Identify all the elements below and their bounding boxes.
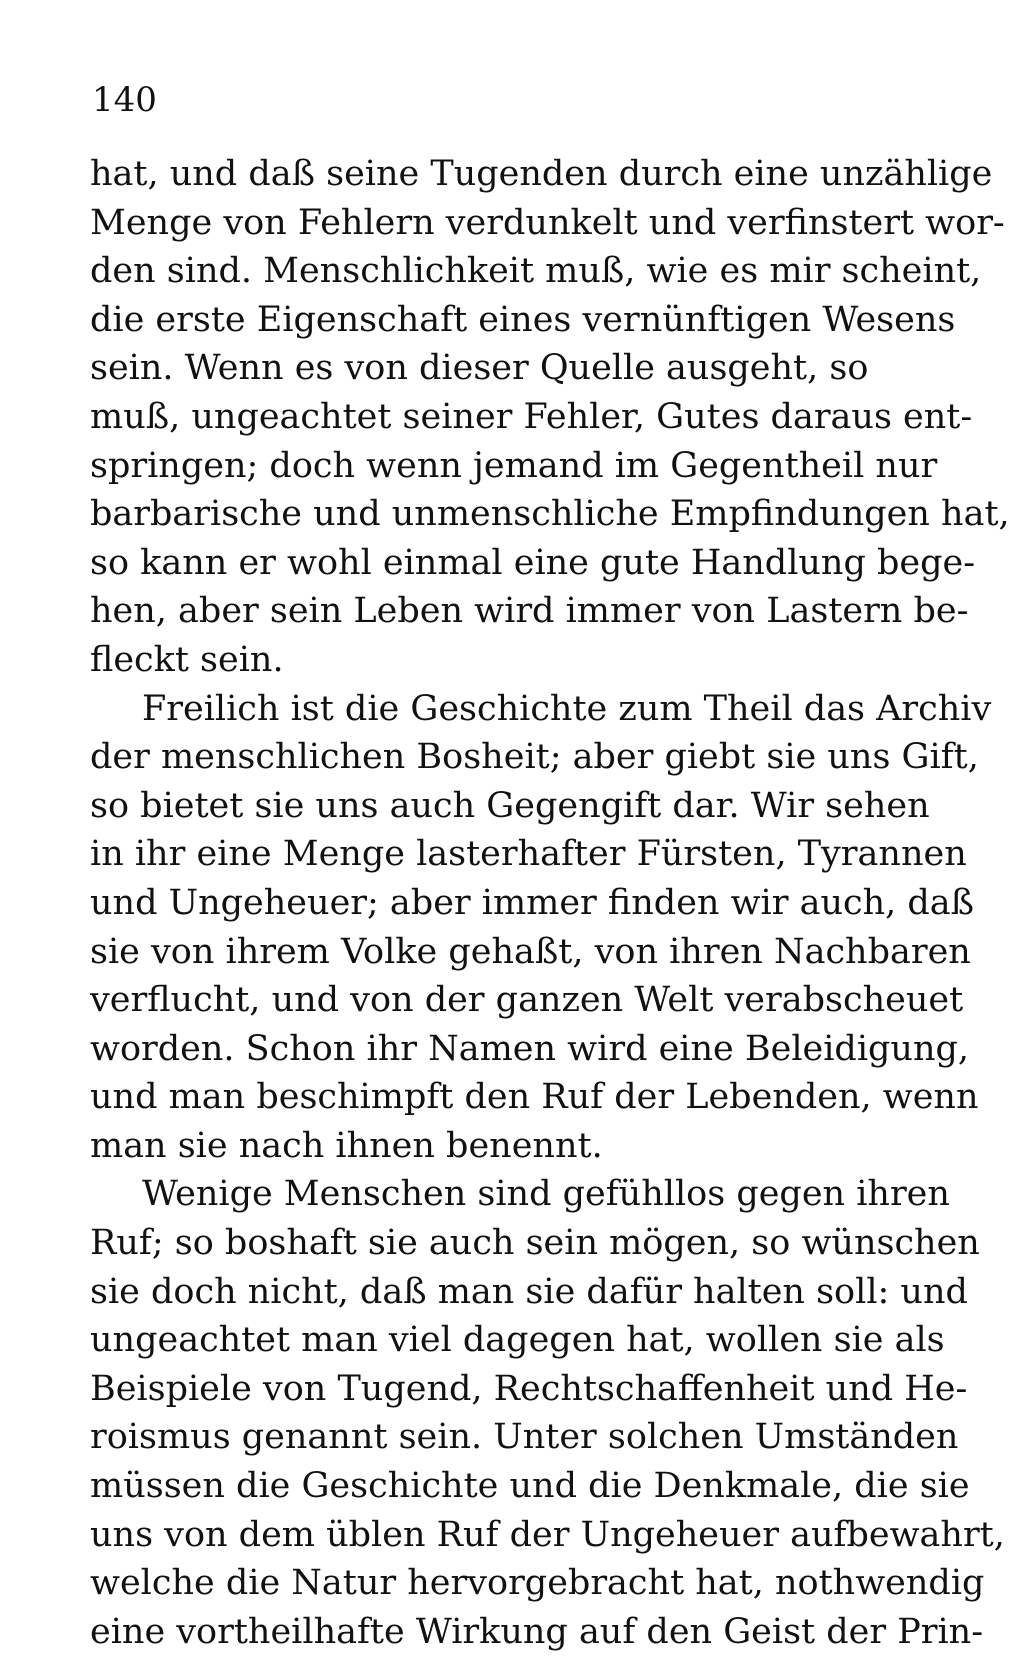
text-line: sie von ihrem Volke gehaßt, von ihren Nachbaren: [90, 931, 971, 972]
paragraph-1: [90, 150, 1010, 685]
text-line: müssen die Geschichte und die Denkmale, die sie: [90, 1466, 970, 1507]
text-line: und man beschimpft den Ruf der Lebenden, wenn: [90, 1077, 979, 1118]
page-number: 140: [92, 80, 157, 120]
text-line: und Ungeheuer; aber immer finden wir auch, daß: [90, 882, 975, 923]
text-line: die erste Eigenschaft eines vernünftigen Wesens: [90, 299, 956, 340]
text-line: worden. Schon ihr Namen wird eine Beleidigung,: [90, 1028, 970, 1069]
text-line: uns von dem üblen Ruf der Ungeheuer aufbewahrt,: [90, 1514, 1005, 1555]
text-line: Menge von Fehlern verdunkelt und verfinstert wor-: [90, 202, 1005, 243]
paragraph-2: [90, 685, 992, 1171]
text-line: der menschlichen Bosheit; aber giebt sie uns Gift,: [90, 737, 979, 778]
text-line: welche die Natur hervorgebracht hat, nothwendig: [90, 1563, 985, 1604]
text-line: sie doch nicht, daß man sie dafür halten soll: und: [90, 1271, 968, 1312]
text-line: den sind. Menschlichkeit muß, wie es mir scheint,: [90, 251, 982, 292]
text-line: barbarische und unmenschliche Empfindungen hat,: [90, 494, 1010, 535]
text-line: Beispiele von Tugend, Rechtschaffenheit und He-: [90, 1368, 968, 1409]
text-line: muß, ungeachtet seiner Fehler, Gutes daraus ent-: [90, 396, 973, 437]
text-line: man sie nach ihnen benennt.: [90, 1125, 603, 1166]
text-line: so kann er wohl einmal eine gute Handlung bege-: [90, 542, 976, 583]
text-line: Ruf; so boshaft sie auch sein mögen, so wünschen: [90, 1223, 980, 1264]
text-line: sein. Wenn es von dieser Quelle ausgeht, so: [90, 348, 869, 389]
text-line: fleckt sein.: [90, 639, 284, 680]
text-line: verflucht, und von der ganzen Welt verabscheuet: [90, 980, 964, 1021]
text-line: ungeachtet man viel dagegen hat, wollen sie als: [90, 1320, 945, 1361]
body-text: [90, 150, 1010, 1656]
text-line: eine vortheilhafte Wirkung auf den Geist der Prin-: [90, 1611, 984, 1652]
text-line: in ihr eine Menge lasterhafter Fürsten, Tyrannen: [90, 834, 967, 875]
text-line: hat, und daß seine Tugenden durch eine unzählige: [90, 154, 993, 194]
paragraph-3: [90, 1170, 1005, 1656]
text-line: Wenige Menschen sind gefühllos gegen ihren: [142, 1174, 950, 1215]
text-line: springen; doch wenn jemand im Gegentheil nur: [90, 445, 938, 486]
text-line: so bietet sie uns auch Gegengift dar. Wir sehen: [90, 785, 930, 826]
text-line: roismus genannt sein. Unter solchen Umständen: [90, 1417, 959, 1458]
text-line: Freilich ist die Geschichte zum Theil das Archiv: [142, 688, 992, 729]
text-line: hen, aber sein Leben wird immer von Lastern be-: [90, 591, 969, 632]
